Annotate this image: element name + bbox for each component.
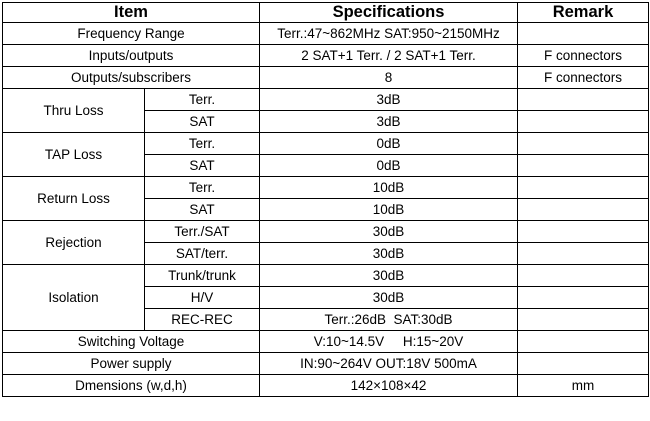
remark-cell	[518, 309, 649, 331]
remark-cell	[518, 133, 649, 155]
item-cell: Frequency Range	[3, 23, 260, 45]
header-remark: Remark	[518, 3, 649, 23]
row-frequency-range	[3, 23, 649, 45]
spec-cell: 8	[260, 67, 518, 89]
spec-cell: 30dB	[260, 221, 518, 243]
header-item: Item	[3, 3, 260, 23]
row-inputs-outputs	[3, 45, 649, 67]
row-switching-voltage	[3, 331, 649, 353]
header-row	[3, 3, 649, 23]
spec-cell: 10dB	[260, 177, 518, 199]
spec-cell: IN:90~264V OUT:18V 500mA	[260, 353, 518, 375]
row-isolation-trunk	[3, 265, 649, 287]
item-cell: Return Loss	[3, 177, 145, 221]
spec-cell: Terr.:26dB SAT:30dB	[260, 309, 518, 331]
row-outputs-subscribers	[3, 67, 649, 89]
remark-cell	[518, 265, 649, 287]
spec-cell: 0dB	[260, 155, 518, 177]
spec-cell: 30dB	[260, 287, 518, 309]
sub-item-cell: Terr.	[145, 133, 260, 155]
item-cell: Isolation	[3, 265, 145, 331]
remark-cell	[518, 111, 649, 133]
sub-item-cell: Terr./SAT	[145, 221, 260, 243]
remark-cell	[518, 177, 649, 199]
remark-cell: mm	[518, 375, 649, 397]
row-rejection-terr-sat	[3, 221, 649, 243]
spec-cell: 2 SAT+1 Terr. / 2 SAT+1 Terr.	[260, 45, 518, 67]
item-cell: Thru Loss	[3, 89, 145, 133]
sub-item-cell: REC-REC	[145, 309, 260, 331]
header-specifications: Specifications	[260, 3, 518, 23]
remark-cell	[518, 287, 649, 309]
sub-item-cell: SAT	[145, 111, 260, 133]
item-cell: Dmensions (w,d,h)	[3, 375, 260, 397]
remark-cell	[518, 353, 649, 375]
remark-cell	[518, 243, 649, 265]
specifications-table	[2, 2, 649, 397]
spec-cell: Terr.:47~862MHz SAT:950~2150MHz	[260, 23, 518, 45]
item-cell: Power supply	[3, 353, 260, 375]
item-cell: Rejection	[3, 221, 145, 265]
spec-cell: 3dB	[260, 89, 518, 111]
spec-cell: 142×108×42	[260, 375, 518, 397]
remark-cell	[518, 23, 649, 45]
row-tap-loss-terr	[3, 133, 649, 155]
row-power-supply	[3, 353, 649, 375]
item-cell: Switching Voltage	[3, 331, 260, 353]
item-cell: Outputs/subscribers	[3, 67, 260, 89]
sub-item-cell: Terr.	[145, 89, 260, 111]
sub-item-cell: H/V	[145, 287, 260, 309]
spec-cell: 0dB	[260, 133, 518, 155]
item-cell: Inputs/outputs	[3, 45, 260, 67]
spec-cell: 10dB	[260, 199, 518, 221]
sub-item-cell: Trunk/trunk	[145, 265, 260, 287]
remark-cell: F connectors	[518, 45, 649, 67]
remark-cell	[518, 199, 649, 221]
row-return-loss-terr	[3, 177, 649, 199]
sub-item-cell: SAT/terr.	[145, 243, 260, 265]
remark-cell	[518, 89, 649, 111]
sub-item-cell: SAT	[145, 155, 260, 177]
row-thru-loss-terr	[3, 89, 649, 111]
sub-item-cell: SAT	[145, 199, 260, 221]
spec-cell: 30dB	[260, 265, 518, 287]
remark-cell	[518, 155, 649, 177]
remark-cell	[518, 331, 649, 353]
spec-cell: 3dB	[260, 111, 518, 133]
sub-item-cell: Terr.	[145, 177, 260, 199]
row-dimensions	[3, 375, 649, 397]
remark-cell	[518, 221, 649, 243]
item-cell: TAP Loss	[3, 133, 145, 177]
remark-cell: F connectors	[518, 67, 649, 89]
spec-cell: V:10~14.5V H:15~20V	[260, 331, 518, 353]
spec-cell: 30dB	[260, 243, 518, 265]
